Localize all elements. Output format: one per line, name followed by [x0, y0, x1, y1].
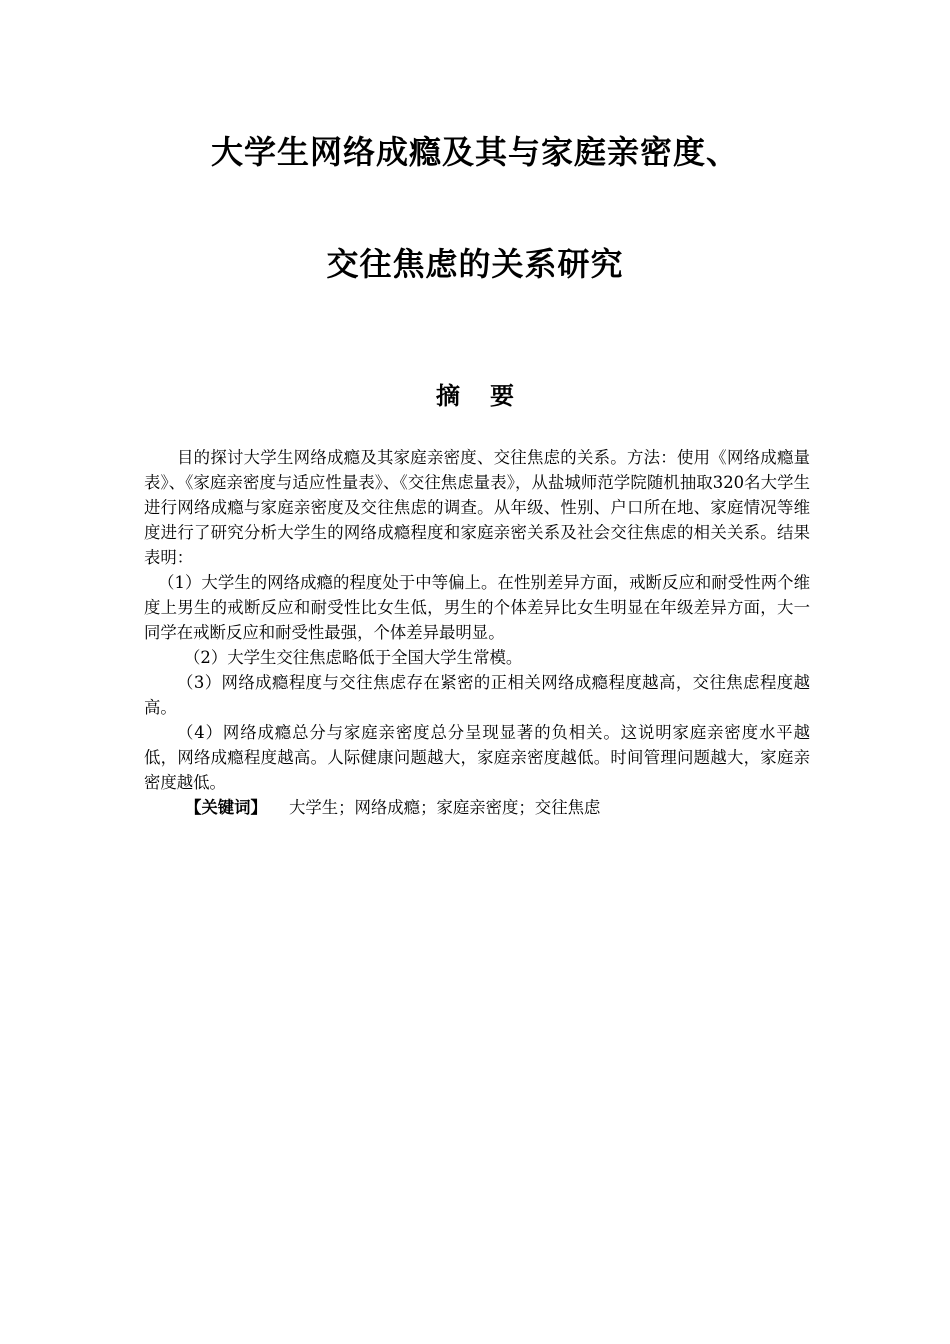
abstract-intro-paragraph: 目的探讨大学生网络成瘾及其家庭亲密度、交往焦虑的关系。方法：使用《网络成瘾量表》、《家庭亲密度与适应性量表》、《交往焦虑量表》，从盐城师范学院随机抽取320名大学生进行网络成瘾与家庭亲密度及交往焦虑的调查。从年级、性别、户口所在地、家庭情况等维度进行了研究分析大学生的网络成瘾程度和家庭亲密关系及社会交往焦虑的相关关系。结果表明： — [144, 448, 810, 567]
abstract-result-2: （2）大学生交往焦虑略低于全国大学生常模。 — [184, 648, 523, 667]
abstract-result-3: （3）网络成瘾程度与交往焦虑存在紧密的正相关网络成瘾程度越高，交往焦虑程度越高。 — [144, 673, 810, 717]
title-line-1: 大学生网络成瘾及其与家庭亲密度、 — [210, 133, 739, 171]
keywords-line — [144, 795, 810, 820]
abstract-heading: 摘要 — [436, 382, 544, 410]
keywords-label: 【关键词】 — [185, 798, 267, 817]
abstract-result-4: （4）网络成瘾总分与家庭亲密度总分呈现显著的负相关。这说明家庭亲密度水平越低，网络成瘾程度越高。人际健康问题越大，家庭亲密度越低。时间管理问题越大，家庭亲密度越低。 — [144, 723, 810, 792]
title-line-2: 交往焦虑的关系研究 — [326, 245, 624, 283]
keywords-text: 大学生；网络成瘾；家庭亲密度；交往焦虑 — [288, 798, 601, 817]
abstract-result-1: （1）大学生的网络成瘾的程度处于中等偏上。在性别差异方面，戒断反应和耐受性两个维度上男生的戒断反应和耐受性比女生低，男生的个体差异比女生明显在年级差异方面，大一同学在戒断反应和耐受性最强，个体差异最明显。 — [144, 573, 810, 642]
abstract-body — [144, 445, 810, 820]
